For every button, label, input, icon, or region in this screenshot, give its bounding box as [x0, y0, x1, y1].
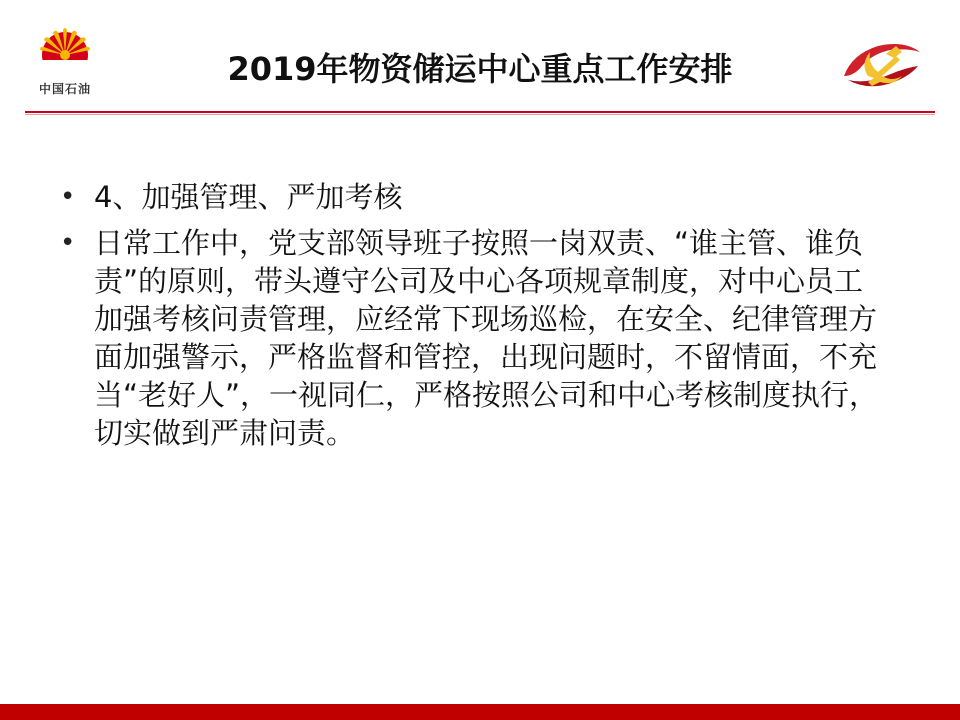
slide-content: [60, 178, 890, 460]
petrochina-logo-icon: [34, 24, 96, 78]
bullet-dot-icon: •: [60, 228, 76, 258]
bullet-item: [60, 178, 890, 216]
bullet-item: [60, 224, 890, 452]
page-title: 2019年物资储运中心重点工作安排: [227, 50, 733, 88]
logo-text: 中国石油: [38, 82, 91, 96]
party-emblem-icon: [838, 36, 924, 92]
company-logo: [30, 24, 100, 100]
bullet-text: 日常工作中，党支部领导班子按照一岗双责、“谁主管、谁负责”的原则，带头遵守公司及中心各项规章制度，对中心员工加强考核问责管理，应经常下现场巡检，在安全、纪律管理方面加强警示，严格监督和管控，出现问题时，不留情面，不充当“老好人”，一视同仁，严格按照公司和中心考核制度执行，切实做到严肃问责。: [94, 226, 879, 450]
header-divider: [25, 111, 935, 113]
header-divider-shadow: [25, 114, 935, 115]
footer-bar: [0, 704, 960, 720]
bullet-text: 4、加强管理、严加考核: [94, 180, 403, 214]
bullet-dot-icon: •: [60, 182, 76, 212]
party-emblem: [838, 36, 924, 96]
